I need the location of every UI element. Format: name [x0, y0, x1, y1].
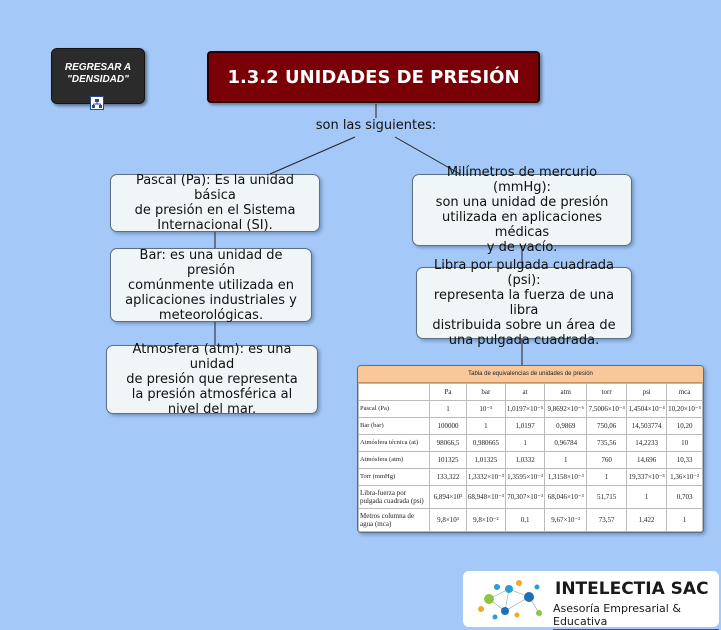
header-cell: atm — [545, 384, 587, 401]
table-cell: 6,894×10³ — [430, 486, 467, 509]
node-psi[interactable]: Libra por pulgada cuadrada (psi): representa la fuerza de una libra distribuida sobre un área de una pulgada cuadrada. — [416, 267, 632, 339]
network-logo-icon — [469, 575, 549, 623]
table-cell: 98066,5 — [430, 435, 467, 452]
table-row — [359, 418, 703, 435]
equivalence-table — [357, 365, 704, 533]
table-cell: 0,9869 — [545, 418, 587, 435]
table-cell: 1,36×10⁻² — [667, 469, 703, 486]
row-label: Atmósfera técnica (at) — [359, 435, 430, 452]
company-tagline: Asesoría Empresarial & Educativa — [553, 602, 719, 628]
back-to-density-button[interactable]: REGRESAR A "DENSIDAD" — [51, 48, 145, 104]
header-cell — [359, 384, 430, 401]
table-cell: 9,8×10³ — [430, 509, 467, 532]
link-label: son las siguientes: — [315, 118, 437, 133]
table-cell: 0,1 — [505, 509, 544, 532]
table-cell: 1,3332×10⁻³ — [466, 469, 505, 486]
table-cell: 760 — [587, 452, 627, 469]
table-cell: 70,307×10⁻³ — [505, 486, 544, 509]
table-cell: 0,96784 — [545, 435, 587, 452]
table-cell: 1 — [587, 469, 627, 486]
table-row — [359, 486, 703, 509]
table-row — [359, 469, 703, 486]
row-label: Metros columna de agua (mca) — [359, 509, 430, 532]
table-cell: 1 — [667, 509, 703, 532]
table-cell: 1,0332 — [505, 452, 544, 469]
equivalence-grid — [358, 383, 703, 532]
table-cell: 1,4504×10⁻⁴ — [627, 401, 667, 418]
node-pascal[interactable]: Pascal (Pa): Es la unidad básica de presión en el Sistema Internacional (SI). — [110, 174, 320, 232]
header-cell: Pa — [430, 384, 467, 401]
table-cell: 68,046×10⁻³ — [545, 486, 587, 509]
row-label: Torr (mmHg) — [359, 469, 430, 486]
table-cell: 1 — [430, 401, 467, 418]
table-cell: 73,57 — [587, 509, 627, 532]
table-cell: 0,980665 — [466, 435, 505, 452]
row-label: Libra-fuerza por pulgada cuadrada (psi) — [359, 486, 430, 509]
table-cell: 0,703 — [667, 486, 703, 509]
row-label: Bar (bar) — [359, 418, 430, 435]
header-cell: torr — [587, 384, 627, 401]
table-cell: 10,33 — [667, 452, 703, 469]
table-row — [359, 509, 703, 532]
table-row — [359, 435, 703, 452]
row-label: Pascal (Pa) — [359, 401, 430, 418]
table-cell: 51,715 — [587, 486, 627, 509]
header-cell: psi — [627, 384, 667, 401]
table-cell: 14,2233 — [627, 435, 667, 452]
header-cell: mca — [667, 384, 703, 401]
sitemap-icon[interactable] — [90, 96, 104, 110]
table-header-row — [359, 384, 703, 401]
table-cell: 1,3595×10⁻³ — [505, 469, 544, 486]
table-cell: 1 — [505, 435, 544, 452]
table-cell: 1,3158×10⁻³ — [545, 469, 587, 486]
table-row — [359, 452, 703, 469]
header-cell: at — [505, 384, 544, 401]
table-cell: 9,8×10⁻² — [466, 509, 505, 532]
row-label: Atmósfera (atm) — [359, 452, 430, 469]
table-cell: 14,696 — [627, 452, 667, 469]
table-cell: 1 — [466, 418, 505, 435]
table-cell: 133,322 — [430, 469, 467, 486]
header-cell: bar — [466, 384, 505, 401]
node-mmhg[interactable]: Milímetros de mercurio (mmHg): son una unidad de presión utilizada en aplicaciones médicas y de vacío. — [412, 174, 632, 246]
table-cell: 100000 — [430, 418, 467, 435]
table-cell: 10,20×10⁻⁵ — [667, 401, 703, 418]
company-logo — [463, 571, 719, 627]
table-cell: 68,948×10⁻³ — [466, 486, 505, 509]
table-caption: Tabla de equivalencias de unidades de presión — [358, 366, 703, 383]
table-cell: 9,67×10⁻² — [545, 509, 587, 532]
table-cell: 1 — [627, 486, 667, 509]
table-cell: 1,0197×10⁻⁵ — [505, 401, 544, 418]
table-cell: 1,422 — [627, 509, 667, 532]
page-title: 1.3.2 UNIDADES DE PRESIÓN — [207, 51, 540, 103]
table-row — [359, 401, 703, 418]
table-cell: 10⁻⁵ — [466, 401, 505, 418]
table-cell: 1,01325 — [466, 452, 505, 469]
node-bar[interactable]: Bar: es una unidad de presión comúnmente utilizada en aplicaciones industriales y meteorológicas. — [110, 248, 312, 322]
table-cell: 750,06 — [587, 418, 627, 435]
table-cell: 9,8692×10⁻⁶ — [545, 401, 587, 418]
table-cell: 7,5006×10⁻³ — [587, 401, 627, 418]
table-cell: 19,337×10⁻³ — [627, 469, 667, 486]
company-name: INTELECTIA SAC — [555, 579, 709, 599]
table-cell: 14,503774 — [627, 418, 667, 435]
table-cell: 10 — [667, 435, 703, 452]
table-cell: 1 — [545, 452, 587, 469]
table-cell: 735,56 — [587, 435, 627, 452]
table-cell: 101325 — [430, 452, 467, 469]
table-cell: 10,20 — [667, 418, 703, 435]
node-atm[interactable]: Atmosfera (atm): es una unidad de presión que representa la presión atmosférica al nivel del mar. — [106, 345, 318, 414]
table-cell: 1,0197 — [505, 418, 544, 435]
